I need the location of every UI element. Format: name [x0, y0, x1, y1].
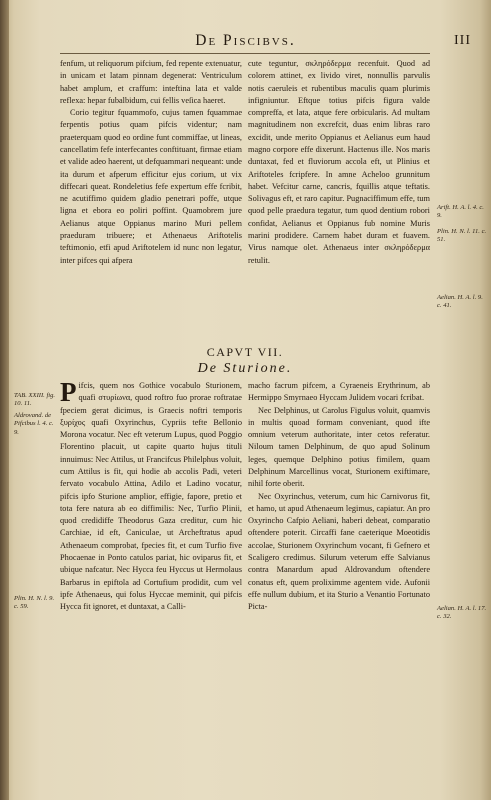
margin-note: Aldrovand. de Pifcibus l. 4. c. 9. [14, 412, 54, 436]
chapter-number: CAPVT VII. [206, 345, 284, 359]
paragraph: ifcis, quem nos Gothice vocabulo Sturionem, quafi στυρίωνα, quod roftro fuo prorae roftratae fpeciem gerat dicimus, is Graecis noftri temporis ξυρίχος quafi Oxyrinchus, Cypriis tefte Bellonio Morona vocatur. Nec eft veterum Lupus, quod Poggio Florentino placuit, ut capite quarto hujus tituli innuimus: Nec Attilus, ut Francifcus Philelphus voluit, cum Attilus is fit, qui hodie ab accolis Padi, veteri fervato vocabulo Attina, Adilo et Ladino vocatur, pifcis ipfo Sturione amplior, effigie, fapore, pretio et tota fere natura ab eo diffimilis: Nec, Turfio Plinii, quod credidiffe Theodorus Gaza creditur, cum hic Carchiae, id eft, Caniculae, ut Archeftratus apud Athenaeum comprobat, fpecies fit, et cum Turfio five Phocaenae in Ponto catulos pariat, hic oviparus fit, et ubique nafcatur. Nec Hycca feu Hyccus ut Hermolaus Barbarus in epiftola ad Cortufium prodidit, cum vel ipfe Athenaeus, qui folus Hyccae meminit, qui pifcis Hycca fit ignoret, et duntaxat, a Calli- [60, 381, 242, 612]
margin-note: Aelian. H. A. l. 17. c. 32. [437, 605, 487, 621]
upper-right-column [248, 58, 430, 267]
margin-note: Aelian. H. A. l. 9. c. 41. [437, 294, 483, 310]
running-head-title: De Piscibvs. [195, 32, 296, 49]
paragraph: Corio tegitur fquammofo, cujus tamen fquammae ferpentis potius quam pifcis videntur; nam praeterquam quod eo ordine funt commiffae, ut lineas, cancellatim fefe interfecantes conftituant, firmae etiam et valide adeo haerent, ut defquammari nequeant: unde ita durum et afperum efficitur ejus corium, ut vix diffecari queat. Rondeletius fefe expertum effe fcribit, ne acutiffimo quidem gladio penetrari poffe, utque ligna et ebora eo poliri poffint. Quamobrem jure Aelianus atque Oppianus marino Muri pellem praeduram tribuere; et Athenaeus Ariftotelis teftimonio, etfi apud Ariftotelem id nunc non legatur, inter pifces qui afpera [60, 108, 242, 265]
page-number: III [454, 33, 471, 48]
running-head [0, 30, 491, 52]
margin-note: TAB. XXIII. fig. 10. 11. [14, 392, 56, 408]
chapter-title: De Sturione. [197, 361, 293, 376]
paragraph: Nec Delphinus, ut Carolus Figulus voluit, quamvis in multis quoad formam conveniant, quod ifte omnium veterum authoritate, inter cetos referatur. Niloum tamen Delphinum, de quo apud Solinum leges, quemque Delphino potius fimilem, quam Delphinum Marcellinus vocat, Sturionem exiftimare, nihil forte oberit. [248, 405, 430, 489]
margin-note: Plin. H. N. l. 11. c. 51. [437, 228, 487, 244]
chapter-heading [60, 345, 430, 377]
margin-note: Arift. H. A. l. 4. c. 9. [437, 204, 484, 220]
margin-note: Plin. H. N. l. 9. c. 59. [14, 595, 55, 611]
paragraph: macho facrum pifcem, a Cyraeneis Erythrinum, ab Hermippo Smyrnaeo Hyccam Julidem vocari fcribat. [248, 381, 430, 403]
lower-left-column [60, 377, 242, 613]
book-binding-gutter [0, 0, 9, 800]
paragraph: cute teguntur, σκληρόδερμα recenfuit. Quod ad colorem attinet, ex livido viret, nonnullis parvulis notis caeruleis et rubentibus maculis quam plurimis infigniuntur. Eftque totius pifcis figura valde compreffa, et lata, atque fere orbicularis. Ad multam magnitudinem non excrefcit, duas enim libras raro excidit, unde merito Oppianus et Aelianus eum haud magno corpore effe dixerunt. Hactenus ille. Nos maris duntaxat, fed et fluviorum accola eft, ut Plinius et Ariftoteles fcripfere. In amne Acheloo grunnitum habet. Vefcitur carne, cancris, fquillis atque teftatis. Solivagus eft, et raro capitur. Pugnaciffimum effe, tum quod pelle praedura tegatur, tum quod dentium robori confidat, Aelianus et Oppianus fub nomine Muris marini prodidere. Carnem habet duram et fuavem. Virus namque olet. Athenaeus inter σκληρόδερμα retulit. [248, 59, 430, 265]
lower-right-column [248, 380, 430, 613]
header-rule [60, 53, 430, 54]
paragraph: Nec Oxyrinchus, veterum, cum hic Carnivorus fit, et hamo, ut apud Athenaeum legimus, capiatur. An pro Oxyrincho Cafpio Aeliani, haberi debeat, comparatio oftendere poterit. Circaffi fane caeterique Moeotidis accolae, Sturionem Oxyrinchum vocant, fi Gefnero et Scaligero credimus. Silurum veterum effe Salvianus contra Manardum apud Aldrovandum oftendere conatus eft, quem proliximme agentem vide. Aufonii effe nullum dubium, et ita Sturio a Venantio Fortunato Picta- [248, 491, 430, 612]
paragraph: fenfum, ut reliquorum pifcium, fed repente extenuatur, in unicam et latam pinnam degenerat: Ventriculum habet amplum, et craffum: inteftina lata et valde reflexa: hepar fubalbidum, cui fellis veſica haeret. [60, 59, 242, 105]
drop-cap-letter: P [60, 377, 77, 407]
upper-left-column [60, 58, 242, 267]
